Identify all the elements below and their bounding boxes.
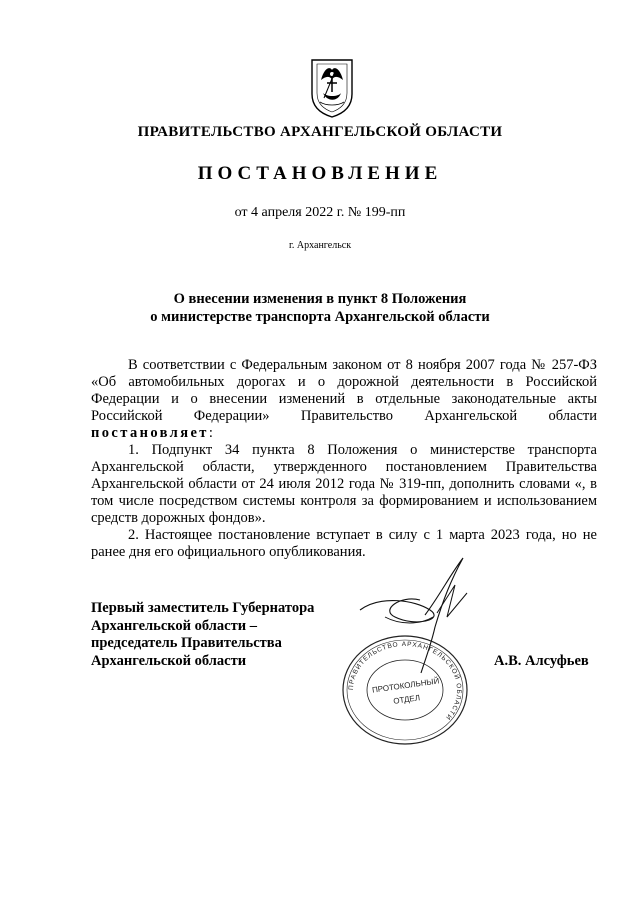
preamble-paragraph bbox=[91, 357, 597, 442]
preamble-text: В соответствии с Федеральным законом от 8 ноября 2007 года № 257-ФЗ «Об автомобильных дорогах и о дорожной деятельности в Российской Федерации и о внесении изменений в отдельные законодательные акты Российской Федерации» Правительство Архангельской области bbox=[91, 357, 597, 424]
signatory-position bbox=[91, 600, 351, 670]
position-line-3: председатель Правительства bbox=[91, 635, 282, 651]
keyword-punctuation: : bbox=[208, 425, 213, 441]
clause-1: 1. Подпункт 34 пункта 8 Положения о министерстве транспорта Архангельской области, утвержденного постановлением Правительства Архангельской области от 24 июля 2012 года № 319-пп, дополнить словами «, в том числе посредством системы контроля за формированием и использованием средств дорожных фондов». bbox=[91, 442, 597, 526]
document-city: г. Архангельск bbox=[288, 240, 352, 251]
document-body bbox=[91, 357, 597, 561]
document-type: ПОСТАНОВЛЕНИЕ bbox=[197, 163, 443, 184]
signatory-name: А.В. Алсуфьев bbox=[494, 653, 589, 669]
official-stamp bbox=[335, 630, 475, 750]
document-subject bbox=[0, 290, 640, 326]
stamp-inner-line-2: ОТДЕЛ bbox=[392, 693, 421, 706]
government-title: ПРАВИТЕЛЬСТВО АРХАНГЕЛЬСКОЙ ОБЛАСТИ bbox=[137, 124, 503, 140]
stamp-inner-line-1: ПРОТОКОЛЬНЫЙ bbox=[371, 676, 440, 695]
document-date-number: от 4 апреля 2022 г. № 199-пп bbox=[234, 205, 406, 220]
stamp-ring-text: ПРАВИТЕЛЬСТВО АРХАНГЕЛЬСКОЙ ОБЛАСТИ bbox=[347, 640, 463, 722]
position-line-1: Первый заместитель Губернатора bbox=[91, 600, 315, 616]
position-line-2: Архангельской области – bbox=[91, 617, 257, 634]
resolution-keyword: постановляет bbox=[91, 425, 209, 441]
subject-line-1: О внесении изменения в пункт 8 Положения bbox=[173, 291, 467, 307]
subject-line-2: о министерстве транспорта Архангельской области bbox=[150, 309, 490, 325]
arkhangelsk-coat-of-arms-icon bbox=[310, 58, 354, 118]
clause-2: 2. Настоящее постановление вступает в силу с 1 марта 2023 года, но не ранее дня его официального опубликования. bbox=[91, 527, 597, 560]
position-line-4: Архангельской области bbox=[91, 652, 247, 669]
